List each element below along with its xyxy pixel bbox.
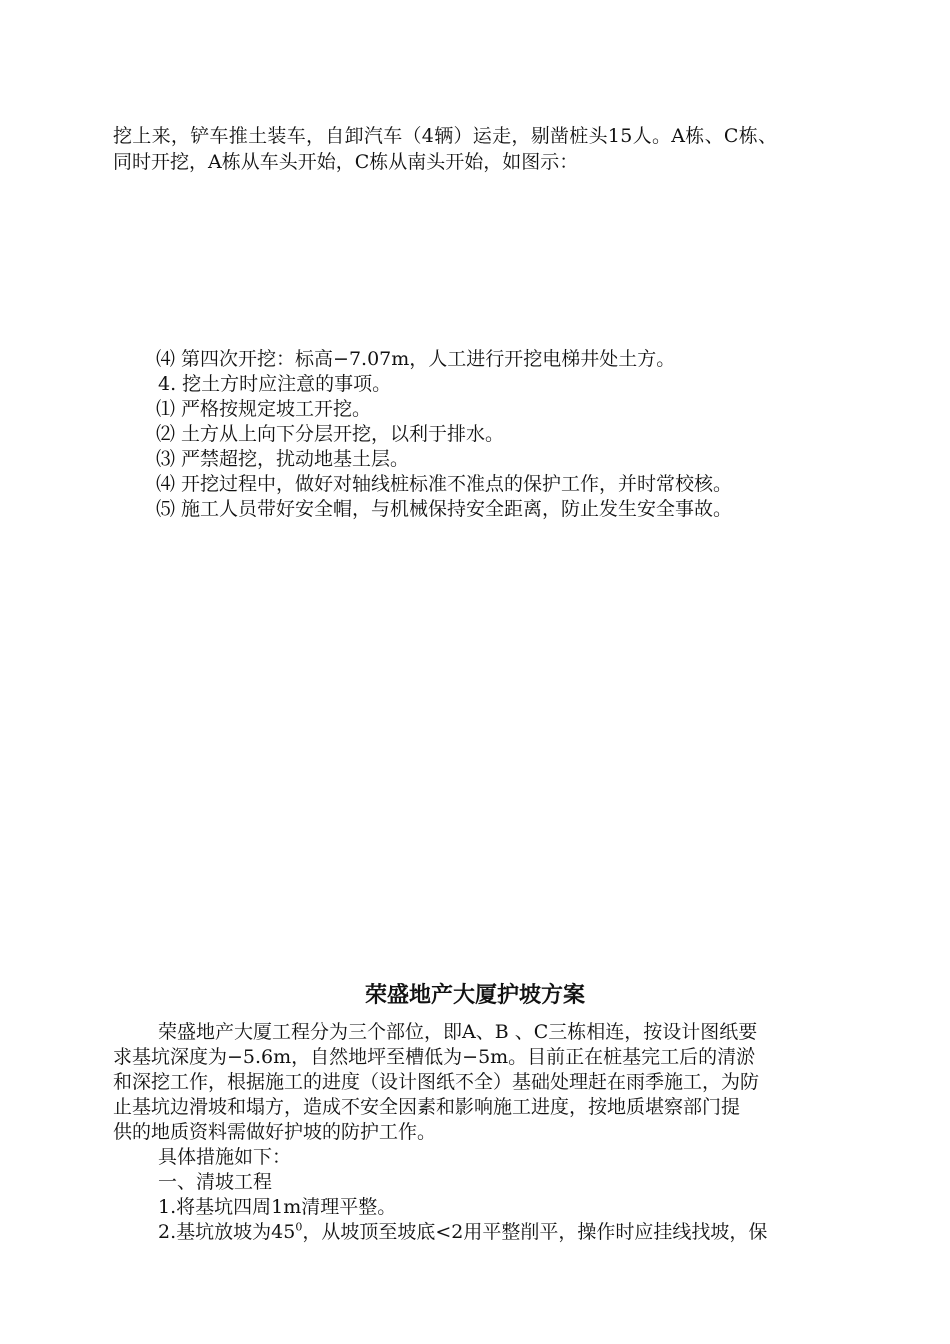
list-item: ⑵ 土方从上向下分层开挖，以利于排水。 (156, 423, 505, 445)
section-heading: 4. 挖土方时应注意的事项。 (158, 373, 392, 395)
paragraph-line: 荣盛地产大厦工程分为三个部位，即A、B 、C三栋相连，按设计图纸要 (158, 1021, 758, 1043)
measures-intro: 具体措施如下： (158, 1146, 292, 1168)
list-item: ⑷ 开挖过程中，做好对轴线桩标准不准点的保护工作，并时常校核。 (156, 473, 733, 495)
paragraph-line: 止基坑边滑坡和塌方，造成不安全因素和影响施工进度，按地质堪察部门提 (113, 1096, 741, 1118)
paragraph-line: 供的地质资料需做好护坡的防护工作。 (113, 1121, 437, 1143)
step-text: 2.基坑放坡为45 (158, 1221, 296, 1243)
text-line: 同时开挖，A栋从车头开始，C栋从南头开始，如图示： (113, 151, 579, 173)
page-title: 荣盛地产大厦护坡方案 (364, 982, 585, 1008)
list-item: ⑴ 严格按规定坡工开挖。 (156, 398, 372, 420)
list-item: ⑸ 施工人员带好安全帽，与机械保持安全距离，防止发生安全事故。 (156, 498, 733, 520)
step-text: ，从坡顶至坡底<2用平整削平，操作时应挂线找坡，保 (302, 1221, 768, 1243)
step-item: 1.将基坑四周1m清理平整。 (158, 1196, 397, 1218)
list-item: ⑷ 第四次开挖：标高−7.07m，人工进行开挖电梯井处土方。 (156, 348, 676, 370)
degree-superscript: 0 (295, 1220, 303, 1234)
part-heading: 一、清坡工程 (158, 1171, 273, 1193)
list-item: ⑶ 严禁超挖，扰动地基土层。 (156, 448, 410, 470)
paragraph-line: 求基坑深度为−5.6m，自然地坪至槽低为−5m。目前正在桩基完工后的清淤 (113, 1046, 756, 1068)
step-item (158, 1220, 767, 1244)
paragraph-line: 和深挖工作，根据施工的进度（设计图纸不全）基础处理赶在雨季施工，为防 (113, 1071, 760, 1093)
text-line: 挖上来，铲车推土装车，自卸汽车（4辆）运走，剔凿桩头15人。A栋、C栋、 (113, 125, 778, 147)
